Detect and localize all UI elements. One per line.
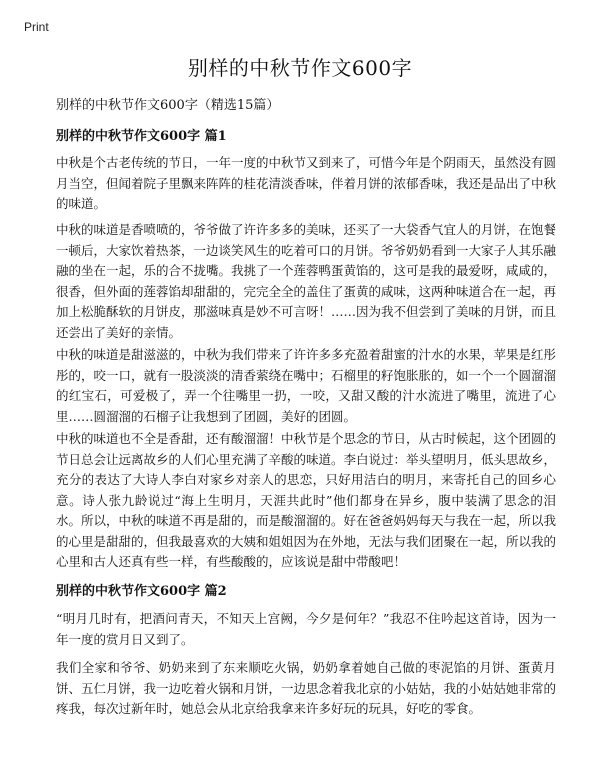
paragraph-1-3: 中秋的味道是甜滋滋的，中秋为我们带来了许许多多充盈着甜蜜的汁水的水果，苹果是红彤彤的，咬一口，就有一股淡淡的清香萦绕在嘴中；石榴里的籽饱胀胀的，如一个一个圆溜溜的红宝石，可爱极了，弄一个往嘴里一扔，一咬，又甜又酸的汁水流进了嘴里，流进了心里……圆溜溜的石榴子让我想到了团圆，美好的团圆。 <box>56 347 557 424</box>
print-link[interactable]: Print <box>24 20 49 34</box>
paragraph-1-1: 中秋是个古老传统的节日，一年一度的中秋节又到来了，可惜今年是个阴雨天，虽然没有圆月当空，但闻着院子里飘来阵阵的桂花清淡香味，伴着月饼的浓郁香味，我还是品出了中秋的味道。 <box>56 155 557 211</box>
section-heading-1: 别样的中秋节作文600字 篇1 <box>56 129 227 144</box>
paragraph-2-2: 我们全家和爷爷、奶奶来到了东来顺吃火锅，奶奶拿着她自己做的枣泥馅的月饼、蛋黄月饼、五仁月饼，我一边吃着火锅和月饼，一边思念着我北京的小姑姑，我的小姑姑她非常的疼我，每次过新年时，她总会从北京给我拿来许多好玩的玩具，好吃的零食。 <box>56 660 557 716</box>
document-title: 别样的中秋节作文600字 <box>187 56 413 80</box>
section-heading-2: 别样的中秋节作文600字 篇2 <box>56 584 227 599</box>
paragraph-1-4: 中秋的味道也不全是香甜，还有酸溜溜！中秋节是个思念的节日，从古时候起，这个团圆的节日总会让远离故乡的人们心里充满了辛酸的味道。李白说过：举头望明月，低头思故乡，充分的表达了大诗人李白对家乡对亲人的思恋，只好用洁白的明月，来寄托自己的回乡心意。诗人张九龄说过“海上生明月，天涯共此时”他们都身在异乡，腹中装满了思念的泪水。所以，中秋的味道不再是甜的，而是酸溜溜的。好在爸爸妈妈每天与我在一起，所以我的心里是甜甜的，但我最喜欢的大姨和姐姐因为在外地，无法与我们团聚在一起，所以我的心里和古人还真有些一样，有些酸酸的，应该说是甜中带酸吧！ <box>56 431 557 569</box>
paragraph-1-2: 中秋的味道是香喷喷的，爷爷做了许许多多的美味，还买了一大袋香气宜人的月饼，在饱餐一顿后，大家饮着热茶，一边谈笑风生的吃着可口的月饼。爷爷奶奶看到一大家子人其乐融融的坐在一起，乐的合不拢嘴。我挑了一个莲蓉鸭蛋黄馅的，这可是我的最爱呀，咸咸的，很香，但外面的莲蓉馅却甜甜的，完完全全的盖住了蛋黄的咸味，这两种味道合在一起，再加上松脆酥软的月饼皮，那滋味真是妙不可言呀！……因为我不但尝到了美味的月饼，而且还尝出了美好的亲情。 <box>56 222 557 340</box>
document-subtitle: 别样的中秋节作文600字（精选15篇） <box>56 98 280 113</box>
paragraph-2-1: “明月几时有，把酒问青天，不知天上宫阙，今夕是何年？”我忍不住吟起这首诗，因为一年一度的赏月日又到了。 <box>56 611 556 647</box>
